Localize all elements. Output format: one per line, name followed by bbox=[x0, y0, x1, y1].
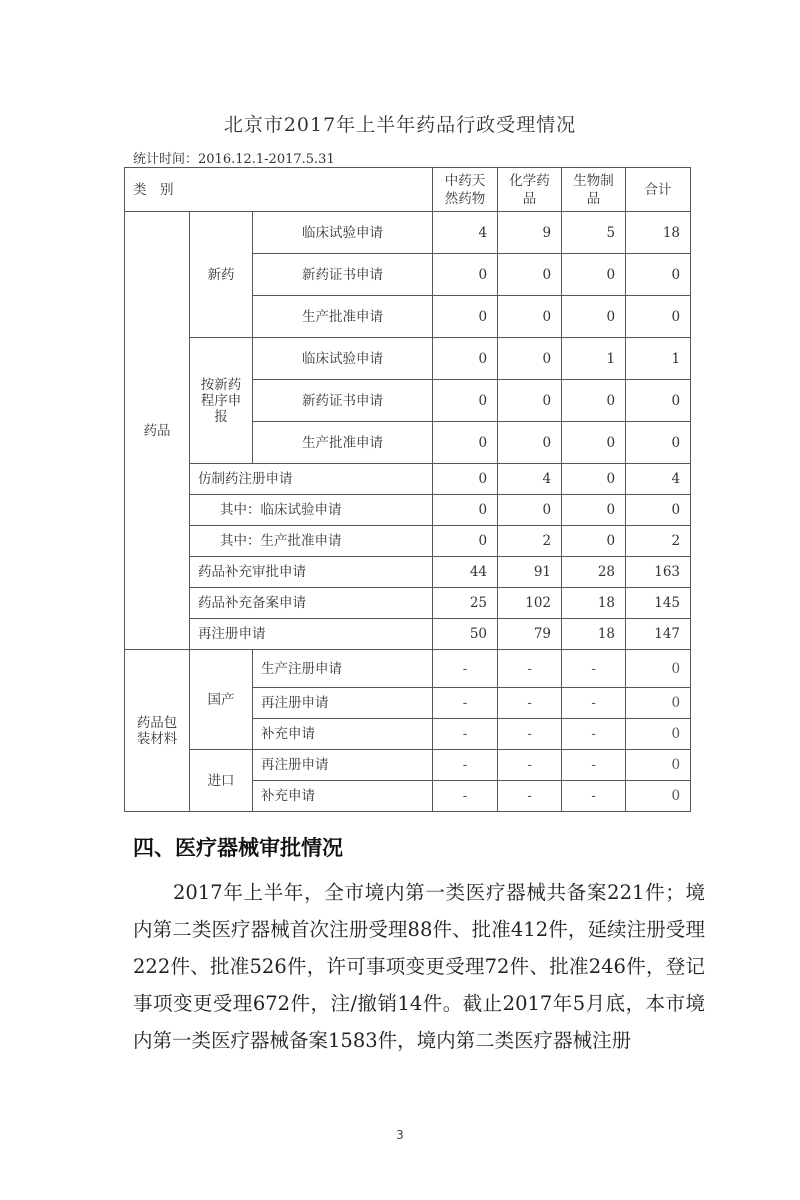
cell-value: - bbox=[433, 750, 498, 781]
cell-value: 18 bbox=[562, 588, 626, 619]
cell-value: 0 bbox=[433, 380, 498, 422]
cell-value: 0 bbox=[562, 464, 626, 495]
header-tcm: 中药天然药物 bbox=[433, 168, 498, 212]
table-row bbox=[125, 464, 691, 495]
cell-value: 0 bbox=[498, 296, 562, 338]
table-row bbox=[125, 338, 691, 380]
row-label: 再注册申请 bbox=[253, 688, 433, 719]
cell-value: 0 bbox=[626, 296, 691, 338]
table-row bbox=[125, 557, 691, 588]
cell-value: 0 bbox=[626, 750, 691, 781]
cell-value: 50 bbox=[433, 619, 498, 650]
page-title: 北京市2017年上半年药品行政受理情况 bbox=[223, 114, 577, 136]
row-label: 生产批准申请 bbox=[253, 422, 433, 464]
cell-value: - bbox=[498, 688, 562, 719]
cell-value: 0 bbox=[626, 650, 691, 688]
cell-value: 0 bbox=[626, 781, 691, 812]
cell-value: 0 bbox=[562, 380, 626, 422]
table-row bbox=[125, 212, 691, 254]
cell-value: 5 bbox=[562, 212, 626, 254]
drug-admin-acceptance-table bbox=[124, 167, 691, 812]
cell-value: 163 bbox=[626, 557, 691, 588]
table-row bbox=[125, 750, 691, 781]
row-label: 临床试验申请 bbox=[253, 212, 433, 254]
cell-value: 0 bbox=[433, 526, 498, 557]
row-label: 生产注册申请 bbox=[253, 650, 433, 688]
cell-value: 0 bbox=[498, 338, 562, 380]
subgroup-imported: 进口 bbox=[190, 750, 253, 812]
cell-value: 1 bbox=[626, 338, 691, 380]
row-label: 生产批准申请 bbox=[253, 296, 433, 338]
table-row bbox=[125, 588, 691, 619]
cell-value: - bbox=[498, 719, 562, 750]
cell-value: 4 bbox=[626, 464, 691, 495]
row-label: 补充申请 bbox=[253, 781, 433, 812]
cell-value: 147 bbox=[626, 619, 691, 650]
cell-value: 1 bbox=[562, 338, 626, 380]
table-row bbox=[125, 495, 691, 526]
cell-value: - bbox=[562, 781, 626, 812]
cell-value: 0 bbox=[562, 422, 626, 464]
page-number: 3 bbox=[396, 1128, 404, 1142]
row-label: 其中：生产批准申请 bbox=[190, 526, 433, 557]
cell-value: 0 bbox=[626, 380, 691, 422]
section-heading: 四、医疗器械审批情况 bbox=[133, 836, 343, 860]
cell-value: - bbox=[433, 719, 498, 750]
cell-value: 0 bbox=[433, 338, 498, 380]
row-label: 药品补充审批申请 bbox=[190, 557, 433, 588]
cell-value: - bbox=[498, 650, 562, 688]
cell-value: 4 bbox=[433, 212, 498, 254]
table-row bbox=[125, 526, 691, 557]
cell-value: - bbox=[562, 719, 626, 750]
row-label: 临床试验申请 bbox=[253, 338, 433, 380]
row-label: 补充申请 bbox=[253, 719, 433, 750]
header-total: 合计 bbox=[626, 168, 691, 212]
cell-value: 18 bbox=[562, 619, 626, 650]
cell-value: - bbox=[433, 688, 498, 719]
cell-value: 0 bbox=[498, 495, 562, 526]
group-packaging: 药品包装材料 bbox=[125, 650, 190, 812]
cell-value: - bbox=[498, 750, 562, 781]
header-category: 类 别 bbox=[125, 168, 433, 212]
subgroup-by-new-drug: 按新药程序申报 bbox=[190, 338, 253, 464]
cell-value: 0 bbox=[498, 422, 562, 464]
row-label: 仿制药注册申请 bbox=[190, 464, 433, 495]
cell-value: 2 bbox=[626, 526, 691, 557]
cell-value: 0 bbox=[626, 688, 691, 719]
cell-value: 0 bbox=[498, 380, 562, 422]
cell-value: 25 bbox=[433, 588, 498, 619]
cell-value: 0 bbox=[562, 526, 626, 557]
table-header-row bbox=[125, 168, 691, 212]
cell-value: 145 bbox=[626, 588, 691, 619]
cell-value: 0 bbox=[626, 422, 691, 464]
cell-value: 0 bbox=[626, 254, 691, 296]
cell-value: 102 bbox=[498, 588, 562, 619]
cell-value: - bbox=[498, 781, 562, 812]
cell-value: - bbox=[433, 650, 498, 688]
cell-value: - bbox=[562, 750, 626, 781]
cell-value: 2 bbox=[498, 526, 562, 557]
row-label: 新药证书申请 bbox=[253, 254, 433, 296]
cell-value: 0 bbox=[433, 422, 498, 464]
row-label: 再注册申请 bbox=[190, 619, 433, 650]
subgroup-new-drug: 新药 bbox=[190, 212, 253, 338]
cell-value: 28 bbox=[562, 557, 626, 588]
cell-value: 44 bbox=[433, 557, 498, 588]
row-label: 药品补充备案申请 bbox=[190, 588, 433, 619]
cell-value: 0 bbox=[626, 495, 691, 526]
table-row bbox=[125, 619, 691, 650]
cell-value: 0 bbox=[626, 719, 691, 750]
header-biological: 生物制品 bbox=[562, 168, 626, 212]
cell-value: 79 bbox=[498, 619, 562, 650]
cell-value: 0 bbox=[498, 254, 562, 296]
statistics-period: 统计时间：2016.12.1-2017.5.31 bbox=[133, 152, 335, 167]
cell-value: - bbox=[433, 781, 498, 812]
cell-value: - bbox=[562, 650, 626, 688]
row-label: 再注册申请 bbox=[253, 750, 433, 781]
table-row bbox=[125, 650, 691, 688]
cell-value: 9 bbox=[498, 212, 562, 254]
cell-value: 18 bbox=[626, 212, 691, 254]
row-label: 其中：临床试验申请 bbox=[190, 495, 433, 526]
cell-value: 0 bbox=[433, 495, 498, 526]
cell-value: 0 bbox=[433, 296, 498, 338]
header-chemical: 化学药品 bbox=[498, 168, 562, 212]
cell-value: 0 bbox=[433, 254, 498, 296]
body-paragraph: 2017年上半年，全市境内第一类医疗器械共备案221件；境内第二类医疗器械首次注册受理88件、批准412件，延续注册受理222件、批准526件，许可事项变更受理72件、批准246件，登记事项变更受理672件，注/撤销14件。截止2017年5月底，本市境内第一类医疗器械备案1583件，境内第二类医疗器械注册 bbox=[133, 881, 705, 1052]
row-label: 新药证书申请 bbox=[253, 380, 433, 422]
cell-value: 4 bbox=[498, 464, 562, 495]
cell-value: 0 bbox=[562, 495, 626, 526]
cell-value: 0 bbox=[433, 464, 498, 495]
group-drug: 药品 bbox=[125, 212, 190, 650]
cell-value: - bbox=[562, 688, 626, 719]
subgroup-domestic: 国产 bbox=[190, 650, 253, 750]
cell-value: 0 bbox=[562, 296, 626, 338]
cell-value: 91 bbox=[498, 557, 562, 588]
cell-value: 0 bbox=[562, 254, 626, 296]
